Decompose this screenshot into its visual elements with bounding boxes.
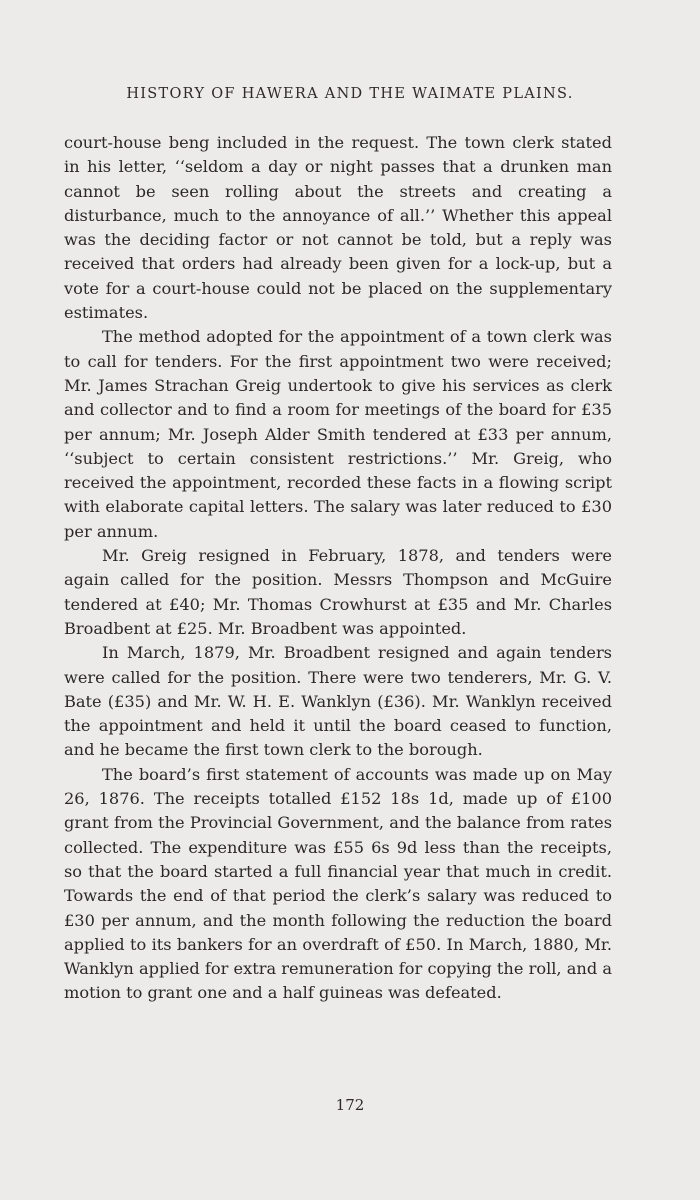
- page-number: 172: [335, 1096, 365, 1114]
- paragraph-continued: court-house beng included in the request. The town clerk stated in his letter, ‘‘seldom a day or night passes that a drunken man cannot be seen rolling about the streets and creating a disturbance, much to the annoyance of all.’’ Whether this appeal was the deciding factor or not cannot be told, but a reply was received that orders had already been given for a lock-up, but a vote for a court-house could not be placed on the supplementary estimates.: [64, 133, 612, 323]
- body-text: [64, 131, 612, 1006]
- paragraph: Mr. Greig resigned in February, 1878, and tenders were again called for the position. Messrs Thompson and McGuire tendered at £40; Mr. Thomas Crowhurst at £35 and Mr. Charles Broadbent at £25. Mr. Broadbent was appointed.: [64, 546, 612, 638]
- paragraph: In March, 1879, Mr. Broadbent resigned and again tenders were called for the position. There were two tenderers, Mr. G. V. Bate (£35) and Mr. W. H. E. Wanklyn (£36). Mr. Wanklyn received the appointment and held it until the board ceased to function, and he became the first town clerk to the borough.: [64, 643, 612, 760]
- paragraph: The board’s first statement of accounts was made up on May 26, 1876. The receipts totalled £152 18s 1d, made up of £100 grant from the Provincial Government, and the balance from rates collected. The expenditure was £55 6s 9d less than the receipts, so that the board started a full financial year that much in credit. Towards the end of that period the clerk’s salary was reduced to £30 per annum, and the month following the reduction the board applied to its bankers for an overdraft of £50. In March, 1880, Mr. Wanklyn applied for extra remuneration for copying the roll, and a motion to grant one and a half guineas was defeated.: [64, 764, 612, 1003]
- running-header: HISTORY OF HAWERA AND THE WAIMATE PLAINS.: [126, 86, 574, 102]
- paragraph: The method adopted for the appointment of a town clerk was to call for tenders. For the first appointment two were received; Mr. James Strachan Greig undertook to give his services as clerk and collector and to find a room for meetings of the board for £35 per annum; Mr. Joseph Alder Smith tendered at £33 per annum, ‘‘subject to certain consistent restrictions.’’ Mr. Greig, who received the appointment, recorded these facts in a flowing script with elaborate capital letters. The salary was later reduced to £30 per annum.: [64, 327, 612, 541]
